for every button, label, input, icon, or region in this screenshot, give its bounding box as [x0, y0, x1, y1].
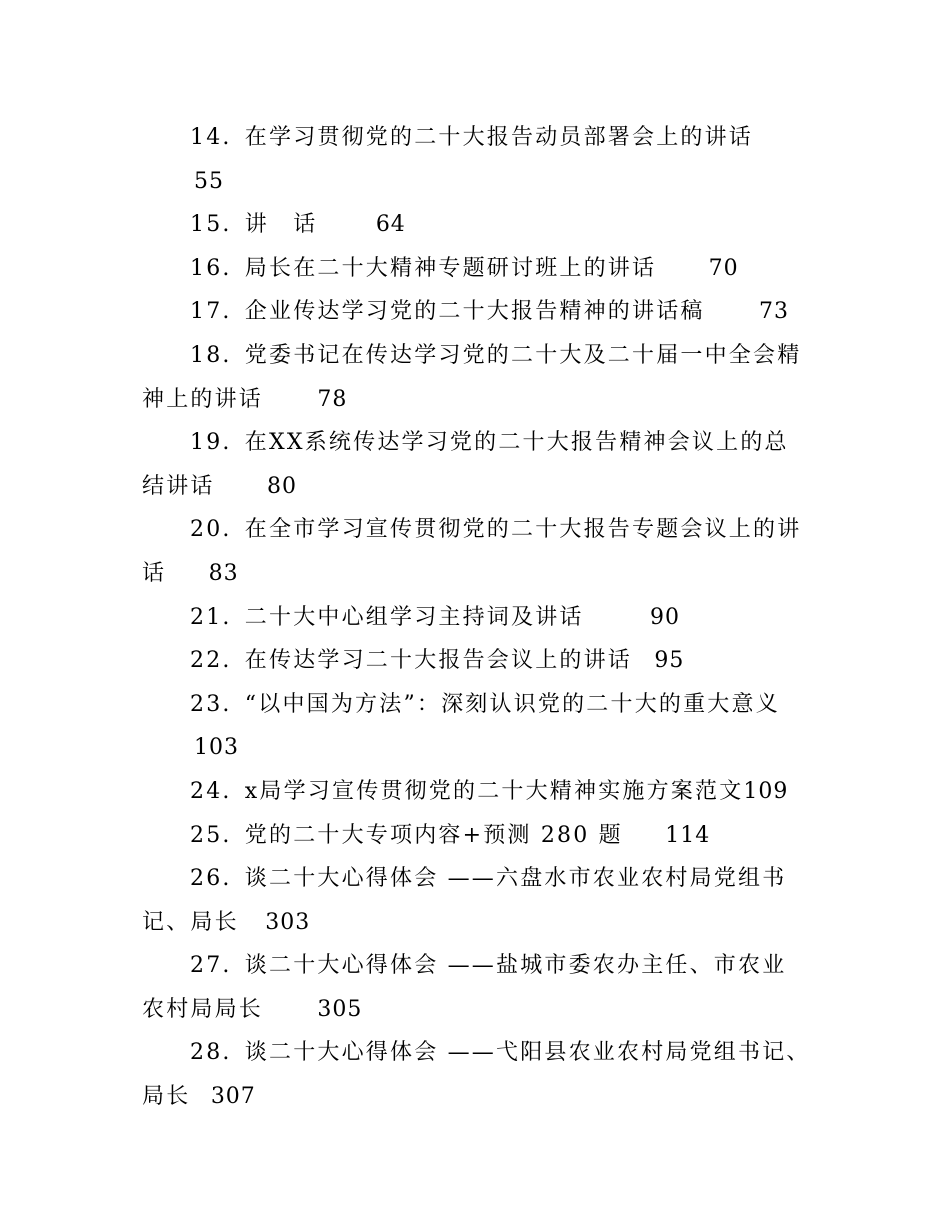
- entry-page: 90: [650, 604, 681, 630]
- entry-page: 78: [317, 386, 348, 412]
- toc-entry-17: [142, 290, 822, 334]
- toc-entry-14-page-line: [142, 160, 822, 204]
- entry-number: 28.: [190, 1040, 232, 1066]
- entry-page: 70: [708, 255, 739, 281]
- toc-entry-24: [142, 770, 822, 814]
- toc-entry-23-page-line: [142, 726, 822, 770]
- entry-title: 在学习贯彻党的二十大报告动员部署会上的讲话: [244, 125, 753, 150]
- entry-title-continued: 话: [142, 560, 167, 586]
- entry-title: 局长在二十大精神专题研讨班上的讲话: [244, 255, 657, 281]
- toc-entry-27: [142, 944, 822, 988]
- entry-number: 20.: [190, 517, 232, 543]
- entry-number: 15.: [190, 212, 232, 238]
- entry-number: 26.: [190, 866, 232, 892]
- entry-title: “以中国为方法”：深刻认识党的二十大的重大意义: [244, 691, 780, 717]
- entry-title: 党的二十大专项内容+预测 280 题: [244, 822, 623, 848]
- entry-title-continued: 局长: [142, 1084, 191, 1110]
- entry-title: 谈二十大心得体会 ——盐城市委农办主任、市农业: [244, 953, 787, 979]
- toc-entry-22: [142, 639, 822, 683]
- entry-title: 企业传达学习党的二十大报告精神的讲话稿: [244, 299, 705, 325]
- entry-page: 103: [194, 735, 239, 761]
- entry-page: 305: [317, 996, 363, 1022]
- toc-entry-23: [142, 683, 822, 727]
- entry-number: 18.: [190, 342, 232, 368]
- entry-number: 23.: [190, 691, 232, 717]
- toc-entry-16: [142, 247, 822, 291]
- entry-title-continued: 神上的讲话: [142, 386, 264, 412]
- toc-entry-26: [142, 857, 822, 901]
- toc-entry-28-continued: [142, 1075, 822, 1119]
- entry-page: 83: [208, 560, 239, 586]
- entry-page: 73: [759, 299, 790, 325]
- entry-title-continued: 结讲话: [142, 473, 215, 499]
- entry-page: 114: [665, 822, 711, 848]
- toc-entry-21: [142, 596, 822, 640]
- entry-title: 在全市学习宣传贯彻党的二十大报告专题会议上的讲: [244, 517, 802, 543]
- entry-title: 党委书记在传达学习党的二十大及二十届一中全会精: [244, 342, 802, 368]
- entry-title: 谈二十大心得体会 ——六盘水市农业农村局党组书: [244, 866, 787, 892]
- toc-entry-18-continued: [142, 378, 822, 422]
- toc-entry-25: [142, 814, 822, 858]
- toc-entry-26-continued: [142, 901, 822, 945]
- entry-title-continued: 农村局局长: [142, 996, 264, 1022]
- toc-entry-27-continued: [142, 988, 822, 1032]
- toc-entry-28: [142, 1031, 822, 1075]
- entry-title: x局学习宣传贯彻党的二十大精神实施方案范文: [244, 778, 744, 804]
- toc-entry-18: [142, 334, 822, 378]
- entry-number: 24.: [190, 778, 232, 804]
- entry-title: 在传达学习二十大报告会议上的讲话: [244, 648, 632, 674]
- toc-entry-20: [142, 508, 822, 552]
- table-of-contents: [142, 116, 822, 1119]
- entry-title: 讲 话: [244, 212, 318, 238]
- entry-number: 19.: [190, 430, 232, 456]
- entry-title: 二十大中心组学习主持词及讲话: [244, 604, 584, 630]
- toc-entry-15: [142, 203, 822, 247]
- entry-page: 307: [210, 1084, 256, 1110]
- toc-entry-14: [142, 116, 822, 160]
- entry-title: 在XX系统传达学习党的二十大报告精神会议上的总: [244, 430, 789, 456]
- entry-number: 17.: [190, 299, 232, 325]
- entry-page: 95: [654, 648, 685, 674]
- entry-number: 16.: [190, 255, 232, 281]
- entry-page: 64: [375, 212, 406, 238]
- entry-page: 109: [743, 778, 789, 804]
- entry-title-continued: 记、局长: [142, 909, 239, 935]
- entry-page: 303: [265, 909, 311, 935]
- toc-entry-19: [142, 421, 822, 465]
- entry-title: 谈二十大心得体会 ——弋阳县农业农村局党组书记、: [244, 1040, 811, 1066]
- entry-number: 25.: [190, 822, 232, 848]
- entry-number: 27.: [190, 953, 232, 979]
- entry-number: 22.: [190, 648, 232, 674]
- toc-entry-20-continued: [142, 552, 822, 596]
- entry-number: 14.: [190, 125, 232, 150]
- entry-page: 55: [194, 168, 224, 194]
- entry-number: 21.: [190, 604, 232, 630]
- entry-page: 80: [267, 473, 298, 499]
- toc-entry-19-continued: [142, 465, 822, 509]
